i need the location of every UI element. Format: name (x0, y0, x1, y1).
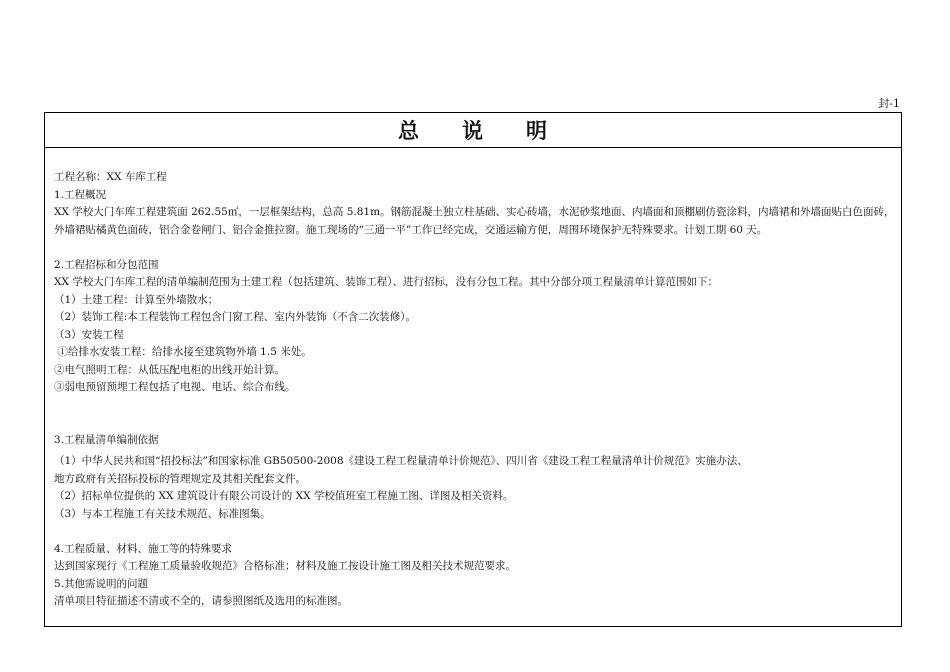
section-3-line: （2）招标单位提供的 XX 建筑设计有限公司设计的 XX 学校值班室工程施工图、详图及相关资料。 (54, 490, 514, 502)
section-4-heading: 4.工程质量、材料、施工等的特殊要求 (54, 542, 233, 555)
section-3-heading: 3.工程量清单编制依据 (54, 433, 159, 446)
title-row (45, 113, 901, 148)
title-char: 总 (398, 119, 420, 143)
document-frame (44, 112, 902, 627)
section-2-line: XX 学校大门车库工程的清单编制范围为土建工程（包括建筑、装饰工程）、进行招标，没有分包工程。其中分部分项工程量清单计算范围如下： (54, 276, 719, 288)
page-number: 封-1 (878, 97, 900, 110)
title-char: 明 (526, 119, 548, 143)
section-3-line: 地方政府有关招标投标的管理规定及其相关配套文件。 (54, 472, 306, 485)
section-2-line: ②电气照明工程：从低压配电柜的出线开始计算。 (54, 363, 285, 376)
section-2-line: （2）装饰工程:本工程装饰工程包含门窗工程、室内外装饰（不含二次装修）。 (54, 311, 416, 323)
section-1-text: XX 学校大门车库工程建筑面 262.55㎡，一层框架结构，总高 5.81m。钢筋混凝土独立柱基础、实心砖墙，水泥砂浆地面、内墙面和顶棚刷仿瓷涂料，内墙裙和外墙面贴白色面砖，外墙裙贴橘黄色面砖，铝合金卷闸门、铝合金推拉窗。施工现场的“三通一平”工作已经完成，交通运输方便，周围环境保护无特殊要求。计划工期 60 天。 (54, 206, 895, 236)
document-body (54, 169, 895, 611)
document-title (377, 115, 569, 145)
project-name: 工程名称：XX 车库工程 (54, 171, 167, 183)
section-5-text: 清单项目特征描述不清或不全的，请参照图纸及选用的标准图。 (54, 595, 348, 607)
section-3-line: （3）与本工程施工有关技术规范、标准图集。 (54, 507, 271, 520)
section-3-line: （1）中华人民共和国“招投标法”和国家标准 GB50500-2008《建设工程工程量清单计价规范》、四川省《建设工程工程量清单计价规范》实施办法、 (54, 455, 748, 467)
section-1-heading: 1.工程概况 (54, 188, 107, 201)
section-2-heading: 2.工程招标和分包范围 (54, 258, 159, 271)
section-4-text: 达到国家现行《工程施工质量验收规范》合格标准；材料及施工按设计施工图及相关技术规范要求。 (54, 560, 516, 572)
section-2-line: ③弱电预留预埋工程包括了电视、电话、综合布线。 (54, 381, 296, 393)
section-2-line: ①给排水安装工程：给排水接至建筑物外墙 1.5 米处。 (54, 346, 312, 358)
title-char: 说 (462, 119, 484, 143)
section-2-line: （1）土建工程：计算至外墙散水； (54, 293, 219, 306)
section-5-heading: 5.其他需说明的问题 (54, 577, 149, 590)
section-2-line: （3）安装工程 (54, 328, 124, 341)
